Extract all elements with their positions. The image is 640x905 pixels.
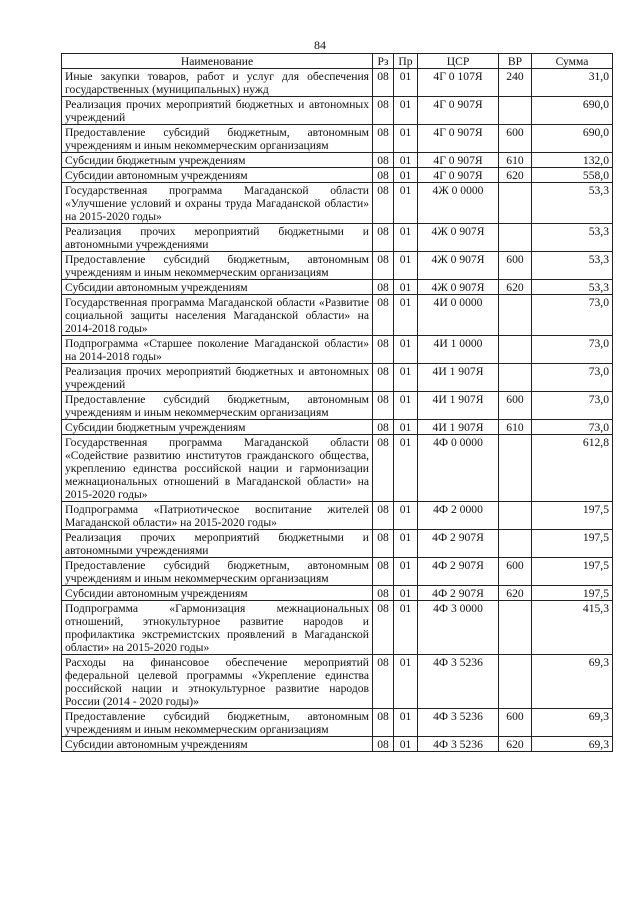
table-body — [62, 69, 613, 752]
cell-pr: 01 — [394, 295, 418, 336]
cell-csr: 4Ф 2 907Я — [418, 586, 499, 601]
cell-name: Расходы на финансовое обеспечение мероприятий федеральной целевой программы «Укрепление единства российской нации и этнокультурное развитие народов России (2014 - 2020 годы)» — [62, 655, 373, 709]
table-row — [62, 224, 613, 252]
cell-csr: 4Ф 3 5236 — [418, 655, 499, 709]
table-row — [62, 280, 613, 295]
cell-vr: 610 — [499, 153, 532, 168]
table-row — [62, 153, 613, 168]
cell-name: Субсидии бюджетным учреждениям — [62, 153, 373, 168]
cell-rz: 08 — [373, 168, 394, 183]
table-row — [62, 502, 613, 530]
cell-csr: 4Г 0 907Я — [418, 168, 499, 183]
cell-pr: 01 — [394, 69, 418, 97]
cell-pr: 01 — [394, 224, 418, 252]
budget-table — [61, 53, 613, 752]
cell-name: Реализация прочих мероприятий бюджетных и автономных учреждений — [62, 97, 373, 125]
cell-rz: 08 — [373, 125, 394, 153]
cell-sum: 690,0 — [532, 97, 613, 125]
cell-rz: 08 — [373, 295, 394, 336]
cell-sum: 415,3 — [532, 601, 613, 655]
table-row — [62, 252, 613, 280]
cell-sum: 73,0 — [532, 420, 613, 435]
page-number: 84 — [314, 38, 326, 52]
cell-vr — [499, 530, 532, 558]
cell-rz: 08 — [373, 224, 394, 252]
column-header-name: Наименование — [62, 54, 373, 69]
cell-name: Предоставление субсидий бюджетным, автономным учреждениям и иным некоммерческим организациям — [62, 558, 373, 586]
cell-rz: 08 — [373, 364, 394, 392]
cell-pr: 01 — [394, 252, 418, 280]
cell-csr: 4Ж 0 907Я — [418, 280, 499, 295]
cell-csr: 4Г 0 907Я — [418, 97, 499, 125]
column-header-rz: Рз — [373, 54, 394, 69]
cell-pr: 01 — [394, 737, 418, 752]
table-row — [62, 392, 613, 420]
cell-csr: 4И 1 0000 — [418, 336, 499, 364]
cell-name: Субсидии автономным учреждениям — [62, 280, 373, 295]
cell-vr: 610 — [499, 420, 532, 435]
cell-sum: 31,0 — [532, 69, 613, 97]
table-row — [62, 69, 613, 97]
cell-pr: 01 — [394, 392, 418, 420]
cell-pr: 01 — [394, 435, 418, 502]
cell-pr: 01 — [394, 125, 418, 153]
cell-csr: 4Ф 3 5236 — [418, 709, 499, 737]
cell-rz: 08 — [373, 183, 394, 224]
table-row — [62, 558, 613, 586]
cell-csr: 4Ж 0 0000 — [418, 183, 499, 224]
cell-vr: 620 — [499, 168, 532, 183]
cell-csr: 4Г 0 907Я — [418, 153, 499, 168]
cell-rz: 08 — [373, 530, 394, 558]
cell-pr: 01 — [394, 420, 418, 435]
column-header-vr: ВР — [499, 54, 532, 69]
cell-vr: 600 — [499, 709, 532, 737]
cell-rz: 08 — [373, 737, 394, 752]
cell-csr: 4Ф 2 0000 — [418, 502, 499, 530]
table-row — [62, 435, 613, 502]
cell-vr — [499, 502, 532, 530]
cell-pr: 01 — [394, 336, 418, 364]
cell-sum: 53,3 — [532, 224, 613, 252]
cell-rz: 08 — [373, 558, 394, 586]
cell-sum: 73,0 — [532, 392, 613, 420]
cell-rz: 08 — [373, 655, 394, 709]
cell-vr — [499, 224, 532, 252]
cell-csr: 4Г 0 107Я — [418, 69, 499, 97]
cell-csr: 4Ф 3 0000 — [418, 601, 499, 655]
cell-rz: 08 — [373, 69, 394, 97]
cell-pr: 01 — [394, 586, 418, 601]
column-header-sum: Сумма — [532, 54, 613, 69]
table-row — [62, 168, 613, 183]
column-header-pr: Пр — [394, 54, 418, 69]
cell-name: Государственная программа Магаданской области «Улучшение условий и охраны труда Магаданской области» на 2015-2020 годы» — [62, 183, 373, 224]
cell-pr: 01 — [394, 530, 418, 558]
cell-sum: 53,3 — [532, 252, 613, 280]
cell-vr: 620 — [499, 586, 532, 601]
cell-pr: 01 — [394, 364, 418, 392]
cell-sum: 690,0 — [532, 125, 613, 153]
cell-vr — [499, 183, 532, 224]
table-row — [62, 183, 613, 224]
table-row — [62, 655, 613, 709]
cell-pr: 01 — [394, 558, 418, 586]
cell-name: Иные закупки товаров, работ и услуг для обеспечения государственных (муниципальных) нужд — [62, 69, 373, 97]
cell-csr: 4Г 0 907Я — [418, 125, 499, 153]
cell-sum: 558,0 — [532, 168, 613, 183]
cell-rz: 08 — [373, 252, 394, 280]
cell-sum: 197,5 — [532, 558, 613, 586]
cell-vr — [499, 601, 532, 655]
cell-sum: 53,3 — [532, 183, 613, 224]
cell-name: Подпрограмма «Патриотическое воспитание жителей Магаданской области» на 2015-2020 годы» — [62, 502, 373, 530]
cell-vr: 600 — [499, 558, 532, 586]
cell-sum: 73,0 — [532, 295, 613, 336]
cell-vr — [499, 435, 532, 502]
cell-pr: 01 — [394, 655, 418, 709]
cell-name: Субсидии автономным учреждениям — [62, 168, 373, 183]
cell-sum: 197,5 — [532, 530, 613, 558]
cell-csr: 4Ф 2 907Я — [418, 530, 499, 558]
table-header-row — [62, 54, 613, 69]
cell-csr: 4Ж 0 907Я — [418, 224, 499, 252]
cell-rz: 08 — [373, 435, 394, 502]
cell-vr: 240 — [499, 69, 532, 97]
cell-rz: 08 — [373, 336, 394, 364]
table-row — [62, 586, 613, 601]
cell-rz: 08 — [373, 97, 394, 125]
cell-rz: 08 — [373, 502, 394, 530]
table-row — [62, 336, 613, 364]
cell-name: Подпрограмма «Гармонизация межнациональных отношений, этнокультурное развитие народов и профилактика экстремистских проявлений в Магаданской области» на 2015-2020 годы» — [62, 601, 373, 655]
cell-sum: 197,5 — [532, 502, 613, 530]
table-row — [62, 709, 613, 737]
cell-pr: 01 — [394, 153, 418, 168]
cell-csr: 4Ф 0 0000 — [418, 435, 499, 502]
table-row — [62, 530, 613, 558]
cell-sum: 132,0 — [532, 153, 613, 168]
cell-sum: 69,3 — [532, 709, 613, 737]
cell-vr: 600 — [499, 125, 532, 153]
table-row — [62, 737, 613, 752]
cell-vr: 620 — [499, 737, 532, 752]
cell-rz: 08 — [373, 420, 394, 435]
cell-pr: 01 — [394, 601, 418, 655]
cell-vr — [499, 336, 532, 364]
cell-name: Подпрограмма «Старшее поколение Магаданской области» на 2014-2018 годы» — [62, 336, 373, 364]
cell-sum: 69,3 — [532, 655, 613, 709]
cell-pr: 01 — [394, 97, 418, 125]
cell-name: Субсидии автономным учреждениям — [62, 586, 373, 601]
cell-name: Предоставление субсидий бюджетным, автономным учреждениям и иным некоммерческим организациям — [62, 125, 373, 153]
table-row — [62, 601, 613, 655]
cell-sum: 53,3 — [532, 280, 613, 295]
cell-name: Реализация прочих мероприятий бюджетных и автономных учреждений — [62, 364, 373, 392]
table-row — [62, 295, 613, 336]
table-row — [62, 97, 613, 125]
cell-name: Предоставление субсидий бюджетным, автономным учреждениям и иным некоммерческим организациям — [62, 709, 373, 737]
cell-name: Субсидии автономным учреждениям — [62, 737, 373, 752]
cell-rz: 08 — [373, 601, 394, 655]
cell-pr: 01 — [394, 168, 418, 183]
cell-sum: 197,5 — [532, 586, 613, 601]
cell-vr: 600 — [499, 252, 532, 280]
cell-name: Предоставление субсидий бюджетным, автономным учреждениям и иным некоммерческим организациям — [62, 252, 373, 280]
cell-name: Государственная программа Магаданской области «Развитие социальной защиты населения Магаданской области» на 2014-2018 годы» — [62, 295, 373, 336]
column-header-csr: ЦСР — [418, 54, 499, 69]
cell-name: Предоставление субсидий бюджетным, автономным учреждениям и иным некоммерческим организациям — [62, 392, 373, 420]
cell-pr: 01 — [394, 709, 418, 737]
cell-vr — [499, 97, 532, 125]
cell-name: Государственная программа Магаданской области «Содействие развитию институтов гражданского общества, укреплению единства российской нации и гармонизации межнациональных отношений в Магаданской области» на 2015-2020 годы» — [62, 435, 373, 502]
cell-rz: 08 — [373, 392, 394, 420]
cell-pr: 01 — [394, 502, 418, 530]
cell-csr: 4И 1 907Я — [418, 364, 499, 392]
cell-pr: 01 — [394, 183, 418, 224]
cell-csr: 4Ф 3 5236 — [418, 737, 499, 752]
cell-vr: 620 — [499, 280, 532, 295]
cell-sum: 612,8 — [532, 435, 613, 502]
cell-rz: 08 — [373, 153, 394, 168]
cell-sum: 73,0 — [532, 364, 613, 392]
cell-name: Реализация прочих мероприятий бюджетными и автономными учреждениями — [62, 530, 373, 558]
table-row — [62, 420, 613, 435]
cell-name: Реализация прочих мероприятий бюджетными и автономными учреждениями — [62, 224, 373, 252]
cell-csr: 4И 0 0000 — [418, 295, 499, 336]
cell-csr: 4Ж 0 907Я — [418, 252, 499, 280]
cell-csr: 4Ф 2 907Я — [418, 558, 499, 586]
cell-rz: 08 — [373, 709, 394, 737]
cell-pr: 01 — [394, 280, 418, 295]
cell-sum: 73,0 — [532, 336, 613, 364]
table-row — [62, 364, 613, 392]
cell-csr: 4И 1 907Я — [418, 392, 499, 420]
cell-csr: 4И 1 907Я — [418, 420, 499, 435]
cell-vr — [499, 295, 532, 336]
cell-name: Субсидии бюджетным учреждениям — [62, 420, 373, 435]
cell-vr — [499, 655, 532, 709]
cell-rz: 08 — [373, 586, 394, 601]
table-row — [62, 125, 613, 153]
cell-rz: 08 — [373, 280, 394, 295]
cell-vr — [499, 364, 532, 392]
cell-sum: 69,3 — [532, 737, 613, 752]
cell-vr: 600 — [499, 392, 532, 420]
